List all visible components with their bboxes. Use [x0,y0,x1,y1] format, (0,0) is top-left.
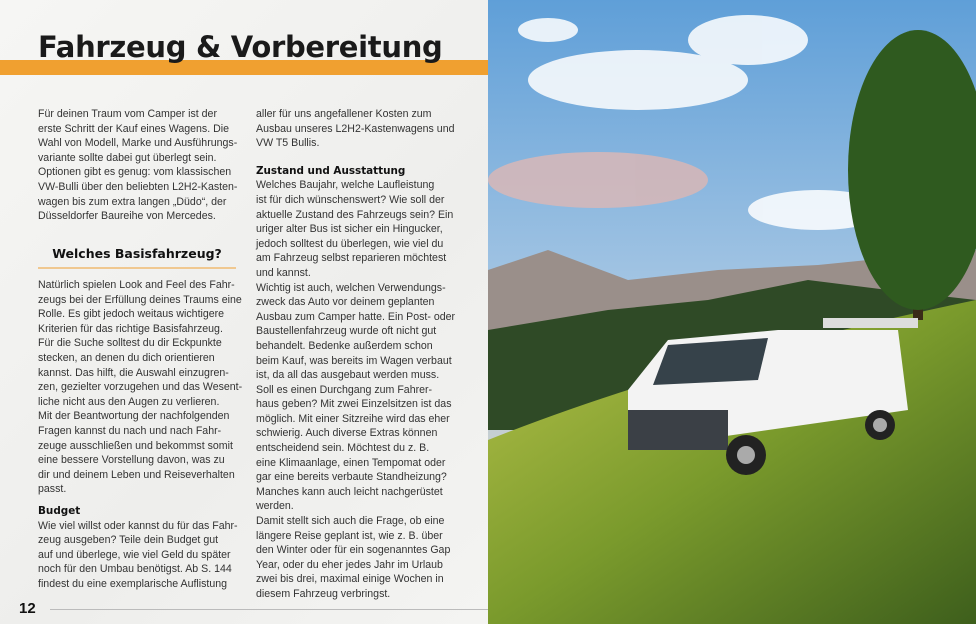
text-line: dir und deinem Leben und Reiseverhalten [38,468,235,481]
text-line: haus geben? Mit zwei Einzelsitzen ist das [256,398,452,411]
text-line: findest du eine exemplarische Auflistung [38,577,228,590]
text-line: Ausbau zum Camper hatte. Ein Post- oder [256,310,456,323]
text-line: Für die Suche solltest du dir Eckpunkte [38,337,222,350]
text-line: Mit der Beantwortung der nachfolgenden [38,410,230,423]
budget-heading: Budget [38,505,81,517]
text-line: passt. [38,483,67,496]
text-line: Wie viel willst oder kannst du für das Fahr- [38,519,238,532]
text-line: Für deinen Traum vom Camper ist der [38,108,217,120]
text-line: zwei bis drei, maximal einige Wochen in [256,573,444,586]
condition-paragraph [256,178,455,601]
page-title: Fahrzeug & Vorbereitung [38,30,443,64]
text-line: variante sollte dabei gut überlegt sein. [38,151,217,164]
budget-paragraph [38,519,238,592]
text-line: Kriterien für das richtige Basisfahrzeug. [38,322,223,335]
text-line: Year, oder du eher jedes Jahr im Urlaub [256,558,443,571]
text-line: Ausbau unseres L2H2-Kastenwagens und [256,122,455,135]
text-line: aller für uns angefallener Kosten zum [256,108,432,120]
text-line: zweck das Auto vor deinem geplanten [256,296,435,309]
text-line: längere Reise geplant ist, wie z. B. über [256,529,443,542]
text-line: Welches Baujahr, welche Laufleistung [256,179,435,192]
text-line: gar eine bereits verbaute Standheizung? [256,471,447,484]
text-line: aktuelle Zustand des Fahrzeugs sein? Ein [256,208,454,221]
text-line: jedoch solltest du überlegen, wie viel du [256,237,444,250]
text-line: auf und überlege, wie viel Geld du später [38,548,231,561]
right-column [256,107,455,602]
text-line: Optionen gibt es genug: vom klassischen [38,166,232,179]
text-line: kannst. Das hilft, die Auswahl einzugren- [38,366,229,379]
text-line: Soll es einen Durchgang zum Fahrer- [256,383,433,396]
text-line: beim Kauf, was bereits im Wagen verbaut [256,354,452,367]
text-line: Baustellenfahrzeug wurde oft nicht gut [256,325,437,338]
text-line: eine bessere Vorstellung davon, was zu [38,454,225,467]
text-line: schwierig. Auch diverse Extras können [256,427,438,440]
text-line: Fragen kannst du nach und nach Fahr- [38,424,222,437]
text-line: Rolle. Es gibt jedoch weitaus wichtigere [38,308,225,321]
text-line: ist für dich wünschenswert? Wie soll der [256,193,445,206]
text-line: diesem Fahrzeug verbringst. [256,588,391,600]
text-line: ist, da all das ausgebaut werden muss. [256,369,440,382]
text-line: zeug ausgeben? Teile dein Budget gut [38,534,219,547]
condition-heading: Zustand und Ausstattung [256,164,406,177]
text-line: Wahl von Modell, Marke und Ausführungs- [38,137,238,150]
text-line: Düsseldorfer Baureihe von Mercedes. [38,210,216,223]
text-line: behandelt. Bedenke außerdem schon [256,339,433,352]
budget-block [38,504,238,592]
text-line: Natürlich spielen Look and Feel des Fahr- [38,279,235,291]
text-line: entscheidend sein. Möchtest du z. B. [256,442,430,455]
text-line: Damit stellt sich auch die Frage, ob eine [256,515,445,528]
text-line: und kannst. [256,266,311,279]
text-line: den Winter oder für ein sogenanntes Gap [256,544,451,557]
text-line: möglich. Mit einer Sitzreihe wird das eher [256,412,450,425]
text-line: uriger alter Bus ist sicher ein Hingucker, [256,223,443,236]
continued-paragraph [256,107,455,151]
camper-van-photo [488,0,976,624]
section-paragraph [38,278,242,497]
text-line: zen, gezielter vorzugehen und das Wesent- [38,381,243,394]
text-line: am Fahrzeug selbst reparieren möchtest [256,252,447,265]
text-line: stecken, an denen du dich orientieren [38,351,215,364]
footer-rule [50,609,488,610]
section-heading-underline [38,267,236,269]
text-line: erste Schritt der Kauf eines Wagens. Die [38,122,229,135]
page-number: 12 [19,600,36,617]
text-line: eine Klimaanlage, einen Tempomat oder [256,456,446,469]
intro-paragraph [38,107,237,224]
text-line: wagen bis zum extra langen „Düdo“, der [38,195,227,208]
text-line: noch für den Umbau benötigst. Ab S. 144 [38,563,232,576]
text-line: liche nicht aus den Augen zu verlieren. [38,395,220,408]
section-heading: Welches Basisfahrzeug? [52,246,222,261]
text-line: Manches kann auch leicht nachgerüstet [256,485,443,498]
text-line: zeuge ausschließen und bekommst somit [38,439,233,452]
text-line: VW-Bulli über den beliebten L2H2-Kasten- [38,180,238,193]
text-line: Wichtig ist auch, welchen Verwendungs- [256,281,446,294]
text-line: VW T5 Bullis. [256,137,320,150]
text-line: werden. [256,500,294,513]
text-line: zeugs bei der Erfüllung deines Traums eine [38,293,242,306]
